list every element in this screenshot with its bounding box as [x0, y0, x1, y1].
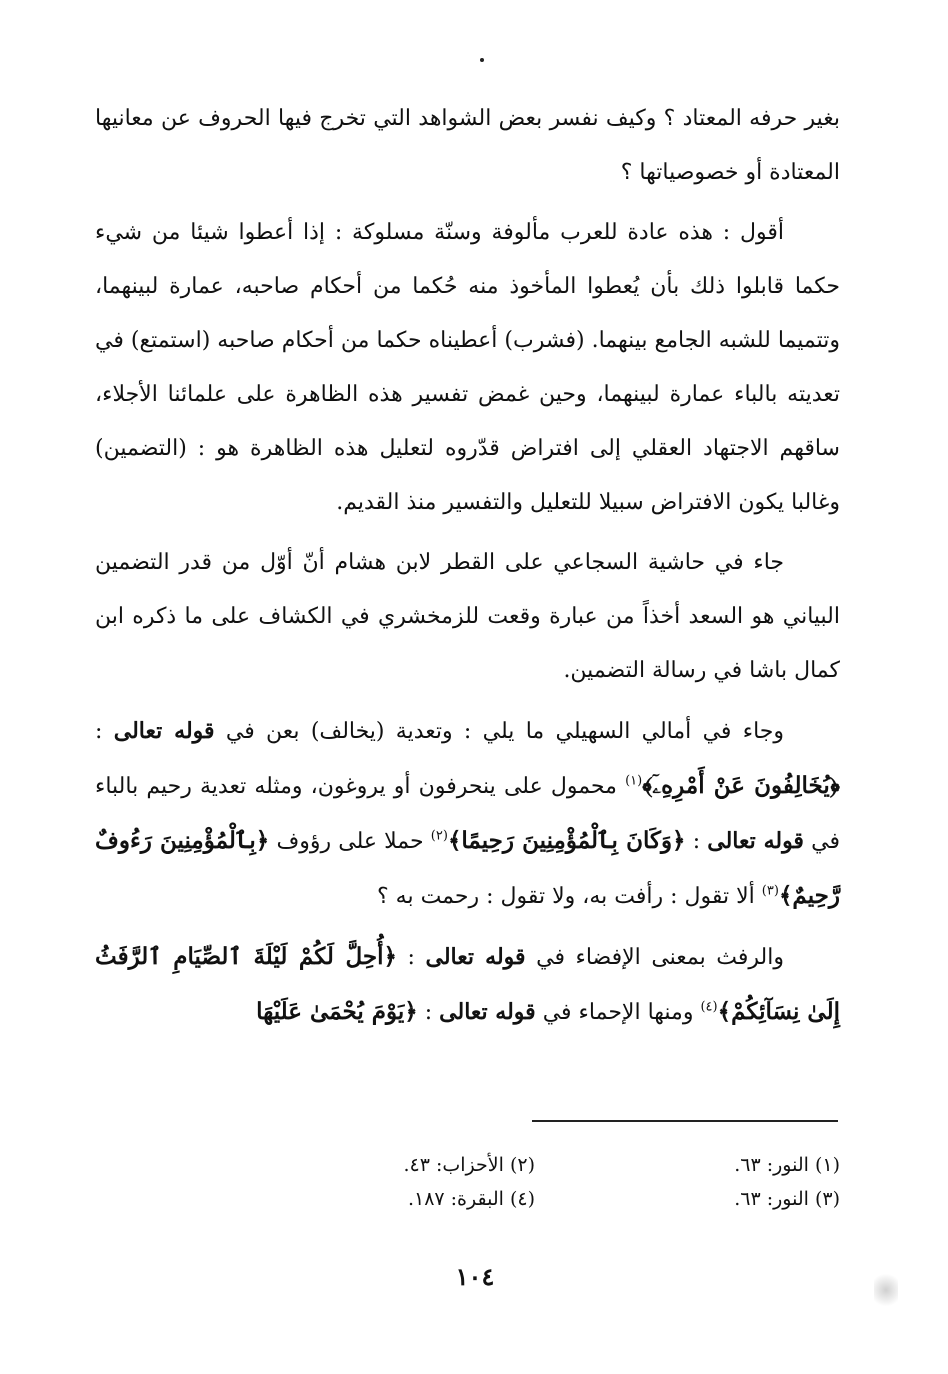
footnote-row [230, 1182, 840, 1216]
p4-text-3: محمول على ينحرفون أو يروغون، ومثله تعدية رحيم بالباء في [95, 774, 840, 854]
quran-verse-3: ﴿بِٱلْمُؤْمِنِينَ رَءُوفٌ رَّحِيمٌ﴾ [95, 827, 840, 909]
p4-bold-1: قوله تعالى [113, 718, 215, 744]
footnote-4: (٤) البقرة: ١٨٧. [407, 1188, 535, 1210]
p4-text-4: : [692, 829, 701, 854]
footnote-ref-1: (١) [625, 773, 643, 789]
scan-speck [874, 1270, 898, 1310]
p4-text-2: : [95, 719, 103, 744]
footnotes [230, 1148, 840, 1216]
p5-bold-2: قوله تعالى [439, 999, 536, 1025]
footnote-row [230, 1148, 840, 1182]
paragraph-1: بغير حرفه المعتاد ؟ وكيف نفسر بعض الشواهد التي تخرج فيها الحروف عن معانيها المعتادة أو خصوصياتها ؟ [95, 106, 840, 185]
p5-text-1: والرفث بمعنى الإفضاء في [536, 945, 784, 970]
page-number: ١٠٤ [455, 1262, 495, 1291]
quran-verse-4: ﴿أُحِلَّ لَكُمْ لَيْلَةَ ٱلصِّيَامِ ٱلرَّفَثُ إِلَىٰ نِسَآئِكُمْ﴾ [95, 943, 840, 1025]
paragraph-4 [95, 704, 840, 924]
footnote-1: (١) النور: ٦٣. [734, 1154, 840, 1176]
footnote-separator [532, 1120, 838, 1122]
footnote-3: (٣) النور: ٦٣. [734, 1188, 840, 1210]
p5-bold-1: قوله تعالى [425, 944, 526, 970]
paragraph-3: جاء في حاشية السجاعي على القطر لابن هشام أنّ أوّل من قدر التضمين البياني هو السعد أخذاً من عبارة وقعت للزمخشري في الكشاف على ما ذكره ابن كمال باشا في رسالة التضمين. [95, 550, 840, 683]
p5-text-2: : [407, 945, 415, 970]
quran-verse-2: ﴿وَكَانَ بِٱلْمُؤْمِنِينَ رَحِيمًا﴾ [447, 827, 686, 854]
p4-text-1: وجاء في أمالي السهيلي ما يلي : وتعدية (يخالف) بعن في [225, 719, 785, 744]
paragraph-2: أقول : هذه عادة للعرب مألوفة وسنّة مسلوكة : إذا أعطوا شيئا من شيء حكما قابلوا ذلك بأن يُعطوا المأخوذ منه حُكما من أحكام صاحبه، عمارة لبينهما، وتتميما للشبه الجامع بينهما. (فشرب) أعطيناه حكما من أحكام صاحبه (استمتع) في تعديته بالباء عمارة لبينهما، وحين غمض تفسير هذه الظاهرة على علمائنا الأجلاء، ساقهم الاجتهاد العقلي إلى افتراض قدّروه لتعليل هذه الظاهرة هو : (التضمين) وغالبا يكون الافتراض سبيلا للتعليل والتفسير منذ القديم. [95, 220, 840, 515]
quran-verse-5: ﴿يَوْمَ يُحْمَىٰ عَلَيْهَا [256, 998, 418, 1025]
quran-verse-1: ﴿يُخَالِفُونَ عَنْ أَمْرِهِۦٓ﴾ [642, 772, 840, 799]
main-text [95, 92, 840, 1046]
paragraph-5 [95, 930, 840, 1040]
p4-bold-2: قوله تعالى [707, 828, 804, 854]
p4-text-5: حملا على رؤوف [276, 829, 424, 854]
p5-text-3: ومنها الإحماء في [542, 1000, 694, 1025]
top-dot-mark [480, 58, 484, 62]
footnote-2: (٢) الأحزاب: ٤٣. [403, 1154, 535, 1176]
footnote-ref-3: (٣) [761, 883, 779, 899]
footnote-ref-2: (٢) [430, 828, 448, 844]
p5-text-4: : [424, 1000, 433, 1025]
p4-text-6: ألا تقول : رأفت به، ولا تقول : رحمت به ؟ [376, 884, 755, 909]
footnote-ref-4: (٤) [700, 999, 718, 1015]
